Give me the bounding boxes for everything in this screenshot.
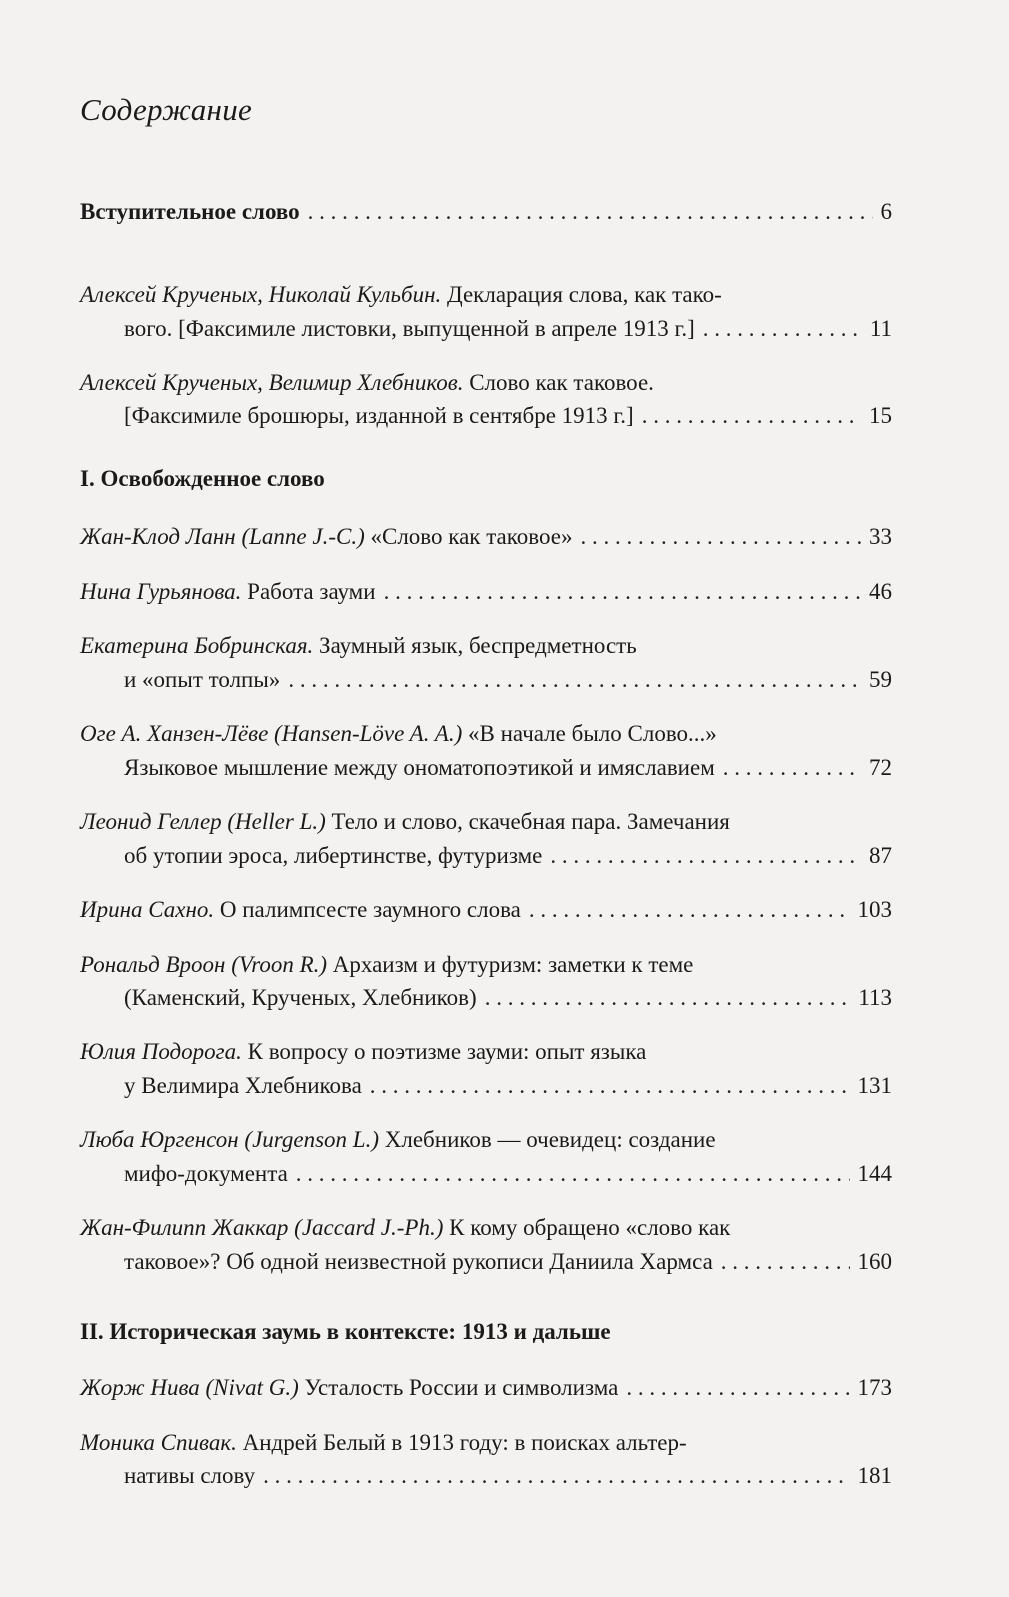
entry-author: Жан-Филипп Жаккар (Jaccard J.-Ph.) xyxy=(80,1215,444,1240)
leader-dots xyxy=(308,199,873,225)
entry-author: Алексей Крученых, Велимир Хлебников. xyxy=(80,370,464,395)
section-title: Вступительное слово xyxy=(80,199,300,224)
toc-entry-cont xyxy=(124,1249,892,1275)
entry-author: Юлия Подорога. xyxy=(80,1039,242,1064)
leader-dots xyxy=(626,1375,849,1401)
page-number: 131 xyxy=(857,1073,892,1098)
toc-entry[interactable] xyxy=(80,952,892,978)
page-number: 59 xyxy=(869,667,892,692)
leader-dots xyxy=(550,843,861,869)
entry-title: Декларация слова, как тако- xyxy=(447,282,722,307)
entry-title-cont: [Факсимиле брошюры, изданной в сентябре 1913 г.] xyxy=(124,403,634,428)
entry-author: Люба Юргенсон (Jurgenson L.) xyxy=(80,1127,380,1152)
toc-entry-cont xyxy=(124,403,892,429)
leader-dots xyxy=(580,524,861,550)
leader-dots xyxy=(384,579,861,605)
entry-title-cont: таковое»? Об одной неизвестной рукописи Даниила Хармса xyxy=(124,1249,713,1274)
entry-title: Усталость России и символизма xyxy=(304,1375,619,1400)
page-number: 173 xyxy=(857,1375,892,1400)
leader-dots xyxy=(529,897,850,923)
entry-title-cont: мифо-документа xyxy=(124,1161,288,1186)
toc-entry-cont xyxy=(124,1073,892,1099)
entry-title-cont: вого. [Факсимиле листовки, выпущенной в апреле 1913 г.] xyxy=(124,316,695,341)
entry-author: Жан-Клод Ланн (Lanne J.-C.) xyxy=(80,524,365,549)
toc-section-1[interactable] xyxy=(80,466,892,492)
leader-dots xyxy=(263,1463,849,1489)
entry-title: Слово как таковое. xyxy=(469,370,654,395)
toc-entry-cont xyxy=(124,667,892,693)
leader-dots xyxy=(296,1161,850,1187)
entry-author: Алексей Крученых, Николай Кульбин. xyxy=(80,282,442,307)
entry-title: Архаизм и футуризм: заметки к теме xyxy=(332,952,694,977)
page-number: 181 xyxy=(857,1463,892,1488)
toc-section-2[interactable] xyxy=(80,1319,892,1345)
page-number: 6 xyxy=(880,199,892,224)
page-number: 11 xyxy=(869,316,892,341)
toc-section-intro[interactable] xyxy=(80,199,892,225)
entry-author: Леонид Геллер (Heller L.) xyxy=(80,809,326,834)
toc-entry[interactable] xyxy=(80,721,892,747)
page-title: Содержание xyxy=(80,92,253,127)
entry-title-cont: и «опыт толпы» xyxy=(124,667,281,692)
entry-author: Моника Спивак. xyxy=(80,1430,237,1455)
toc-entry[interactable] xyxy=(80,282,892,308)
entry-title: Заумный язык, беспредметность xyxy=(319,633,637,658)
leader-dots xyxy=(721,1249,850,1275)
toc-entry-cont xyxy=(124,755,892,781)
toc-entry[interactable] xyxy=(80,1039,892,1065)
toc-entry-cont xyxy=(124,1463,892,1489)
entry-title: К кому обращено «слово как xyxy=(449,1215,731,1240)
entry-title: Тело и слово, скачебная пара. Замечания xyxy=(331,809,730,834)
leader-dots xyxy=(370,1073,850,1099)
toc-entry[interactable] xyxy=(80,633,892,659)
leader-dots xyxy=(703,316,862,342)
entry-author: Рональд Вроон (Vroon R.) xyxy=(80,952,328,977)
entry-author: Екатерина Бобринская. xyxy=(80,633,314,658)
entry-title: О палимпсесте заумного слова xyxy=(219,897,521,922)
toc-entry[interactable] xyxy=(80,579,892,605)
entry-title: «В начале было Слово...» xyxy=(468,721,717,746)
page-number: 46 xyxy=(869,579,892,604)
leader-dots xyxy=(642,403,861,429)
entry-author: Жорж Нива (Nivat G.) xyxy=(80,1375,299,1400)
toc-entry[interactable] xyxy=(80,370,892,396)
entry-title-cont: об утопии эроса, либертинстве, футуризме xyxy=(124,843,543,868)
entry-author: Нина Гурьянова. xyxy=(80,579,242,604)
toc-entry-cont xyxy=(124,985,892,1011)
leader-dots xyxy=(723,755,861,781)
leader-dots xyxy=(288,667,861,693)
leader-dots xyxy=(485,985,851,1011)
page-number: 103 xyxy=(857,897,892,922)
section-title: I. Освобожденное слово xyxy=(80,466,325,491)
page-number: 33 xyxy=(869,524,892,549)
entry-title-cont: у Велимира Хлебникова xyxy=(124,1073,362,1098)
page-number: 15 xyxy=(869,403,892,428)
entry-title: Андрей Белый в 1913 году: в поисках альтер- xyxy=(242,1430,687,1455)
entry-author: Оге А. Ханзен-Лёве (Hansen-Löve A. A.) xyxy=(80,721,463,746)
entry-title-cont: Языковое мышление между ономатопоэтикой и имяславием xyxy=(124,755,715,780)
page-number: 72 xyxy=(869,755,892,780)
toc-entry[interactable] xyxy=(80,524,892,550)
page-number: 113 xyxy=(858,985,892,1010)
toc-entry[interactable] xyxy=(80,809,892,835)
entry-title-cont: нативы слову xyxy=(124,1463,256,1488)
toc-entry[interactable] xyxy=(80,1430,892,1456)
entry-title: Работа зауми xyxy=(247,579,376,604)
entry-title: «Слово как таковое» xyxy=(370,524,573,549)
page-number: 87 xyxy=(869,843,892,868)
page-number: 160 xyxy=(857,1249,892,1274)
toc-entry-cont xyxy=(124,843,892,869)
entry-title: Хлебников — очевидец: создание xyxy=(384,1127,716,1152)
page-number: 144 xyxy=(857,1161,892,1186)
toc-entry[interactable] xyxy=(80,1215,892,1241)
toc-entry-cont xyxy=(124,316,892,342)
section-title: II. Историческая заумь в контексте: 1913 и дальше xyxy=(80,1319,611,1344)
entry-title: К вопросу о поэтизме зауми: опыт языка xyxy=(247,1039,647,1064)
toc-entry[interactable] xyxy=(80,1375,892,1401)
entry-author: Ирина Сахно. xyxy=(80,897,215,922)
entry-title-cont: (Каменский, Крученых, Хлебников) xyxy=(124,985,477,1010)
toc-entry[interactable] xyxy=(80,1127,892,1153)
toc-entry-cont xyxy=(124,1161,892,1187)
toc-entry[interactable] xyxy=(80,897,892,923)
